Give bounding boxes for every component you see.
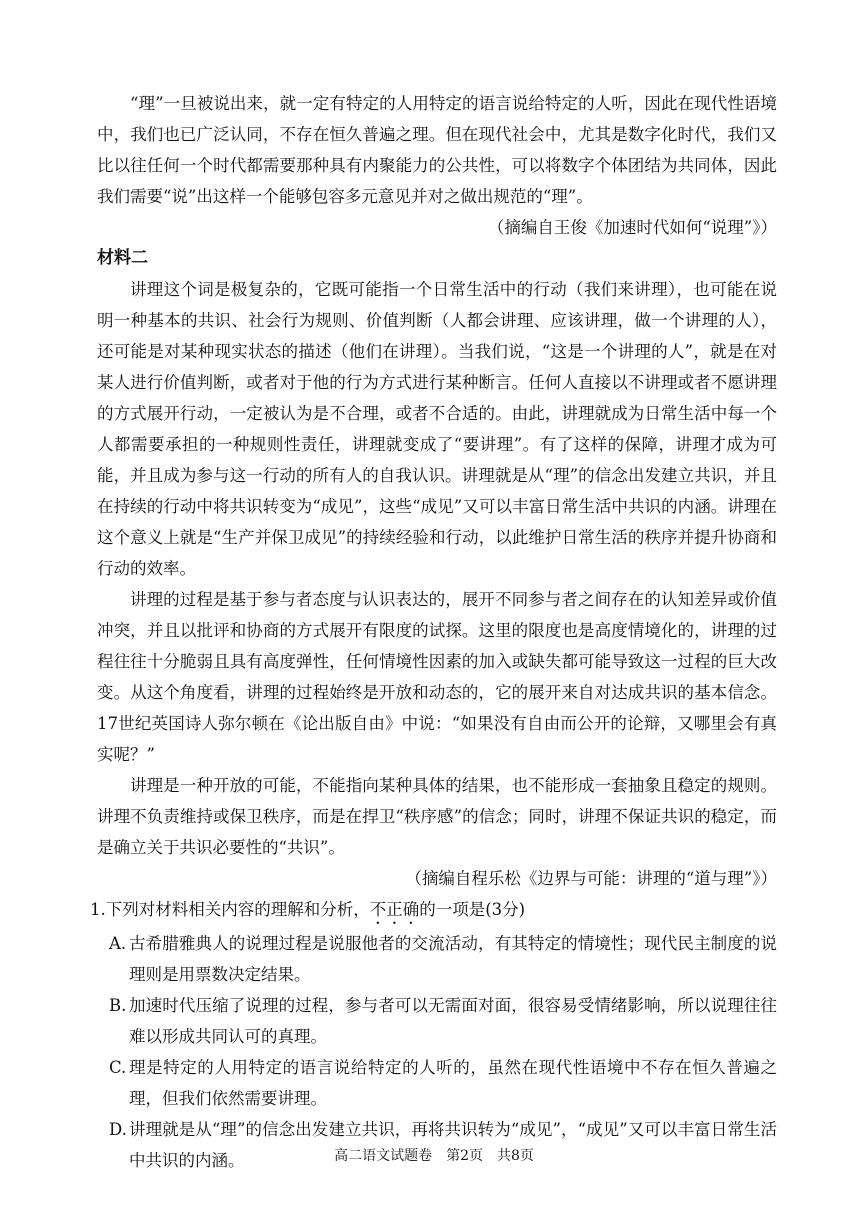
question-1-suffix: 的一项是(3分): [419, 900, 526, 919]
material2-paragraph-3: 讲理是一种开放的可能，不能指向某种具体的结果，也不能形成一套抽象且稳定的规则。讲理不负责维持或保卫秩序，而是在捍卫“秩序感”的信念；同时，讲理不保证共识的稳定，而是确立关于共识必要性的“共识”。: [97, 776, 777, 857]
option-text: 古希腊雅典人的说理过程是说服他者的交流活动，有其特定的情境性；现代民主制度的说理则是用票数决定结果。: [129, 934, 777, 984]
option-label: C.: [109, 1058, 127, 1077]
page-content: [90, 88, 777, 1176]
page-footer: 高二语文试题卷 第2页 共8页: [334, 1148, 534, 1164]
question-1-option-d: [109, 1114, 777, 1176]
option-text: 理是特定的人用特定的语言说给特定的人听的，虽然在现代性语境中不存在恒久普遍之理，但我们依然需要讲理。: [129, 1058, 777, 1108]
material2-paragraph-2: 讲理的过程是基于参与者态度与认识表达的，展开不同参与者之间存在的认知差异或价值冲突，并且以批评和协商的方式展开有限度的试探。这里的限度也是高度情境化的，讲理的过程往往十分脆弱且具有高度弹性，任何情境性因素的加入或缺失都可能导致这一过程的巨大改变。从这个角度看，讲理的过程始终是开放和动态的，它的展开来自对达成共识的基本信念。17世纪英国诗人弥尔顿在《论出版自由》中说：“如果没有自由而公开的论辩，又哪里会有真实呢？”: [97, 590, 777, 764]
question-1-emphasis: 不正确: [369, 900, 420, 919]
question-1-option-a: [109, 928, 777, 990]
question-1-option-c: [109, 1052, 777, 1114]
material2-paragraph-1: 讲理这个词是极复杂的，它既可能指一个日常生活中的行动（我们来讲理），也可能在说明一种基本的共识、社会行为规则、价值判断（人都会讲理、应该讲理，做一个讲理的人），还可能是对某种现实状态的描述（他们在讲理）。当我们说，“这是一个讲理的人”，就是在对某人进行价值判断，或者对于他的行为方式进行某种断言。任何人直接以不讲理或者不愿讲理的方式展开行动，一定被认为是不合理，或者不合适的。由此，讲理就成为日常生活中每一个人都需要承担的一种规则性责任，讲理就变成了“要讲理”。有了这样的保障，讲理才成为可能，并且成为参与这一行动的所有人的自我认识。讲理就是从“理”的信念出发建立共识，并且在持续的行动中将共识转变为“成见”，这些“成见”又可以丰富日常生活中共识的内涵。讲理在这个意义上就是“生产并保卫成见”的持续经验和行动，以此维护日常生活的秩序并提升协商和行动的效率。: [97, 280, 777, 578]
material2-heading: 材料二: [97, 248, 148, 268]
material2-source: （摘编自程乐松《边界与可能：讲理的“道与理”》）: [405, 869, 777, 888]
material1-source: （摘编自王俊《加速时代如何“说理”》）: [487, 218, 777, 237]
option-label: A.: [109, 934, 127, 953]
option-text: 加速时代压缩了说理的过程，参与者可以无需面对面，很容易受情绪影响，所以说理往往难以形成共同认可的真理。: [129, 996, 777, 1046]
option-text: 讲理就是从“理”的信念出发建立共识，再将共识转为“成见”，“成见”又可以丰富日常生活中共识的内涵。: [129, 1120, 777, 1170]
material1-paragraph: “理”一旦被说出来，就一定有特定的人用特定的语言说给特定的人听，因此在现代性语境中，我们也已广泛认同，不存在恒久普遍之理。但在现代社会中，尤其是数字化时代，我们又比以往任何一个时代都需要那种具有内聚能力的公共性，可以将数字个体团结为共同体，因此我们需要“说”出这样一个能够包容多元意见并对之做出规范的“理”。: [97, 94, 777, 206]
question-1-stem: [90, 894, 777, 928]
option-label: D.: [109, 1120, 127, 1139]
question-1-option-b: [109, 990, 777, 1052]
option-label: B.: [109, 996, 127, 1015]
question-1-prefix: 1.下列对材料相关内容的理解和分析，: [90, 900, 370, 919]
